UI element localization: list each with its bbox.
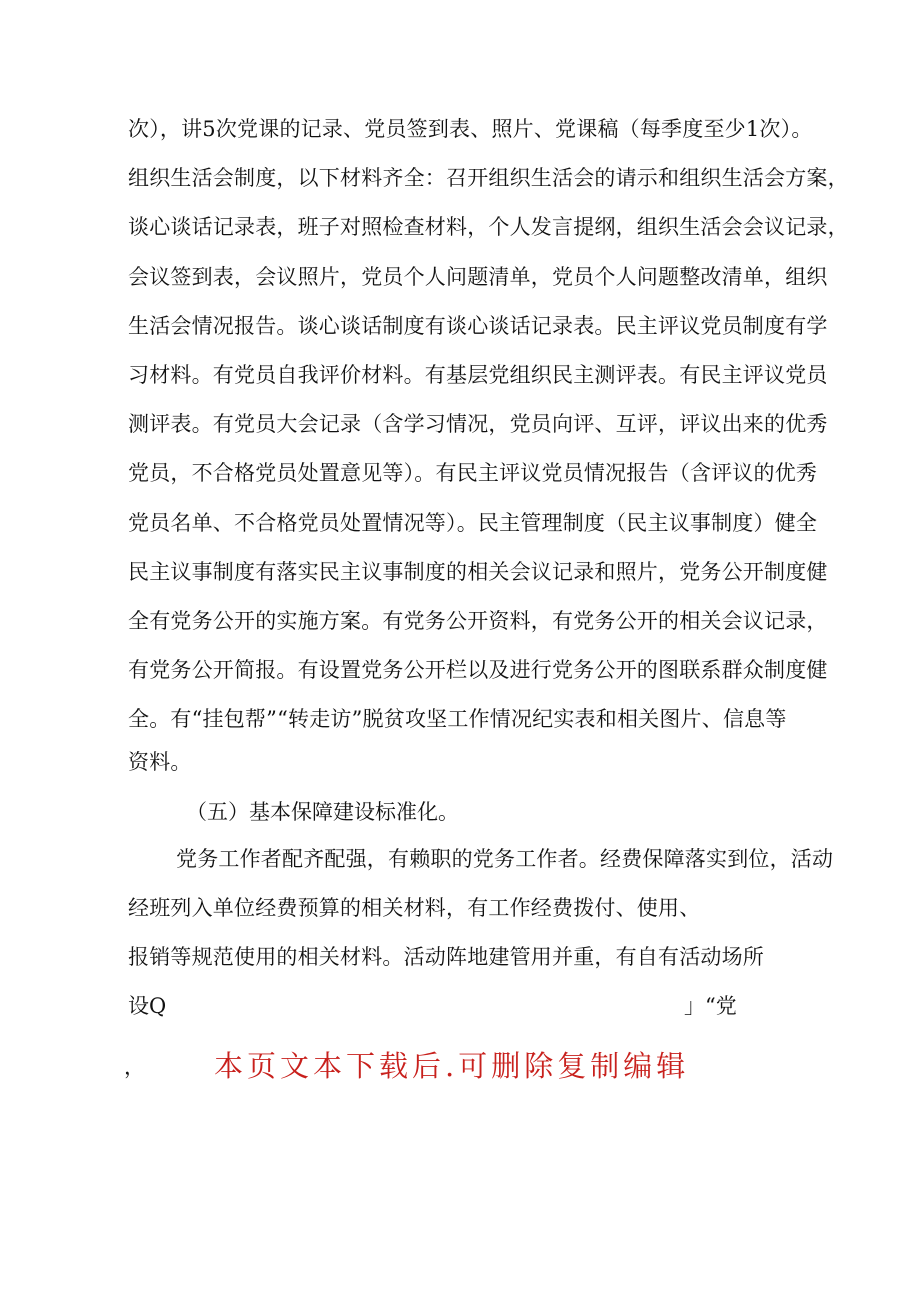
body-line-7: 测评表。有党员大会记录（含学习情况，党员向评、互评，评议出来的优秀 [128, 412, 828, 436]
body-line-3: 谈心谈话记录表，班子对照检查材料，个人发言提纲，组织生活会会议记录， [128, 215, 849, 239]
body-line-14: 资料。 [128, 750, 192, 774]
fragment-comma: ， [124, 1055, 145, 1079]
body-line-5: 生活会情况报告。谈心谈话制度有谈心谈话记录表。民主评议党员制度有学 [128, 314, 828, 338]
fragment-left: 设Q [128, 994, 167, 1018]
para2-line-2: 经班列入单位经费预算的相关材料，有工作经费拨付、使用、 [128, 896, 701, 920]
body-line-13: 全。有“挂包帮”“转走访”脱贫攻坚工作情况纪实表和相关图片、信息等 [128, 707, 787, 731]
body-line-11: 全有党务公开的实施方案。有党务公开资料，有党务公开的相关会议记录， [128, 609, 828, 633]
body-line-10: 民主议事制度有落实民主议事制度的相关会议记录和照片，党务公开制度健 [128, 560, 828, 584]
para2-line-1: 党务工作者配齐配强，有赖职的党务工作者。经费保障落实到位，活动 [176, 847, 834, 871]
body-line-4: 会议签到表，会议照片，党员个人问题清单，党员个人问题整改清单，组织 [128, 265, 828, 289]
body-line-8: 党员，不合格党员处置意见等）。有民主评议党员情况报告（含评议的优秀 [128, 461, 818, 485]
body-line-9: 党员名单、不合格党员处置情况等）。民主管理制度（民主议事制度）健全 [128, 511, 818, 535]
section-heading: （五）基本保障建设标准化。 [186, 800, 459, 824]
body-line-12: 有党务公开简报。有设置党务公开栏以及进行党务公开的图联系群众制度健 [128, 658, 828, 682]
download-edit-notice: 本页文本下载后.可删除复制编辑 [214, 1049, 690, 1083]
body-line-2: 组织生活会制度，以下材料齐全：召开组织生活会的请示和组织生活会方案， [128, 166, 849, 190]
body-line-1: 次），讲5次党课的记录、党员签到表、照片、党课稿（每季度至少1次）。 [128, 117, 813, 141]
para2-line-3: 报销等规范使用的相关材料。活动阵地建管用并重，有自有活动场所 [128, 945, 764, 969]
fragment-right: 」“党 [684, 994, 737, 1018]
body-line-6: 习材料。有党员自我评价材料。有基层党组织民主测评表。有民主评议党员 [128, 363, 828, 387]
